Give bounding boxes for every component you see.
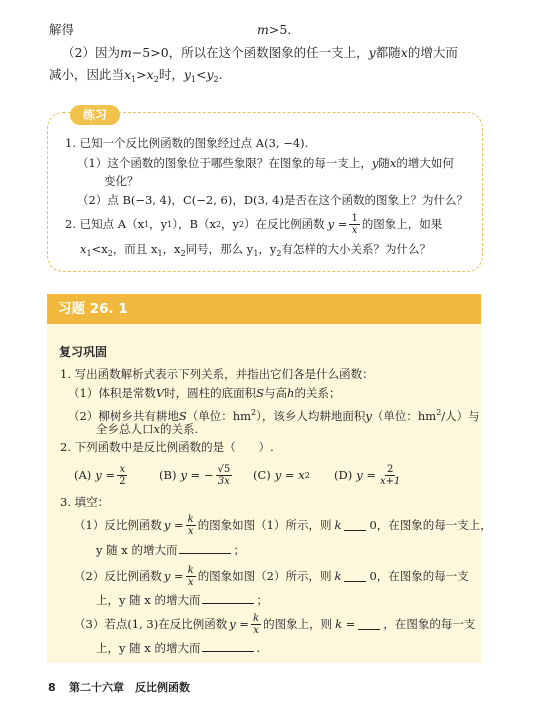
exercise-question-1-sub-2-cont: 全乡总人口x的关系. xyxy=(96,422,199,436)
exercise-title: 习题 26. 1 xyxy=(58,301,128,317)
practice-badge: 练习 xyxy=(70,105,120,125)
answer-blank[interactable] xyxy=(344,570,366,582)
exercise-question-1-sub-2: （2）柳树乡共有耕地S（单位：$hm^2$），该乡人均耕地面积y（单位：$hm^2/$人）与 xyxy=(68,408,480,423)
question-3-part-3-cont: 上，y 随 x 的增大而 . xyxy=(96,641,261,655)
fraction-one-over-x: $\frac{1}{x}$ xyxy=(351,212,358,236)
question-3-part-3: （3）若点(1, 3)在反比例函数 y = $\frac{k}{x}$ 的图象上，则 k = ，在图象的每一支 xyxy=(74,612,476,636)
solution-lead: 解得 xyxy=(49,22,75,37)
practice-question-1-sub-1-cont: 变化？ xyxy=(104,174,139,188)
practice-question-1-sub-1: （1）这个函数的图象位于哪些象限？在图象的每一支上，y随x的增大如何 xyxy=(77,156,454,170)
exercise-question-2: 2. 下列函数中是反比例函数的是（ ）. xyxy=(60,440,274,454)
question-3-part-1: （1）反比例函数 y = $\frac{k}{x}$ 的图象如图（1）所示，则 k 0，在图象的每一支上， xyxy=(74,513,492,537)
answer-blank[interactable] xyxy=(179,542,231,554)
option-a: (A) y = $\frac{x}{2}$ xyxy=(74,463,126,487)
practice-question-1: 1. 已知一个反比例函数的图象经过点 A(3, −4). xyxy=(65,136,309,150)
option-d: (D) y = $\frac{2}{x+1}$ xyxy=(334,463,401,487)
solution-paragraph-2-cont: 减小，因此当$x_1>x_2$时，$y_1<y_2$. xyxy=(49,67,223,84)
exercise-question-1-sub-1: （1）体积是常数V时，圆柱的底面积S与高h的关系； xyxy=(68,386,341,400)
practice-question-2-cont: $x_1<x_2$，而且 $x_1$，$x_2$同号，那么 $y_1$，$y_2$有怎样的大小关系？为什么？ xyxy=(80,242,431,258)
answer-blank[interactable] xyxy=(344,519,366,531)
practice-question-1-sub-2: （2）点 B(−3, 4)，C(−2, 6)，D(3, 4)是否在这个函数的图象上？为什么？ xyxy=(77,193,468,207)
exercise-question-3: 3. 填空： xyxy=(60,495,110,509)
option-c: (C) y = x 2 xyxy=(253,467,310,482)
exercise-question-1: 1. 写出函数解析式表示下列关系，并指出它们各是什么函数： xyxy=(60,367,374,381)
answer-blank[interactable] xyxy=(358,618,380,630)
question-3-part-2: （2）反比例函数 y = $\frac{k}{x}$ 的图象如图（2）所示，则 k 0，在图象的每一支 xyxy=(74,564,469,588)
question-3-part-1-cont: y 随 x 的增大而 ； xyxy=(96,543,245,557)
section-heading: 复习巩固 xyxy=(59,345,108,359)
page-number: 8 xyxy=(48,681,56,694)
answer-blank[interactable] xyxy=(202,640,254,652)
question-3-part-2-cont: 上，y 随 x 的增大而 ； xyxy=(96,593,268,607)
answer-blank[interactable] xyxy=(202,592,254,604)
practice-question-2: 2. 已知点 A（x 1 ，y 1 ），B（x 2 ，y 2 ）在反比例函数 y = $\frac{1}{x}$ 的图象上，如果 xyxy=(65,212,443,236)
solution-paragraph-2: （2）因为m−5>0，所以在这个函数图象的任一支上，y都随x的增大而 xyxy=(62,45,458,60)
option-b: (B) y = − $\frac{√5}{3x}$ xyxy=(159,463,231,487)
chapter-title: 第二十六章 反比例函数 xyxy=(69,681,190,694)
solution-inequality: m>5. xyxy=(257,22,292,37)
